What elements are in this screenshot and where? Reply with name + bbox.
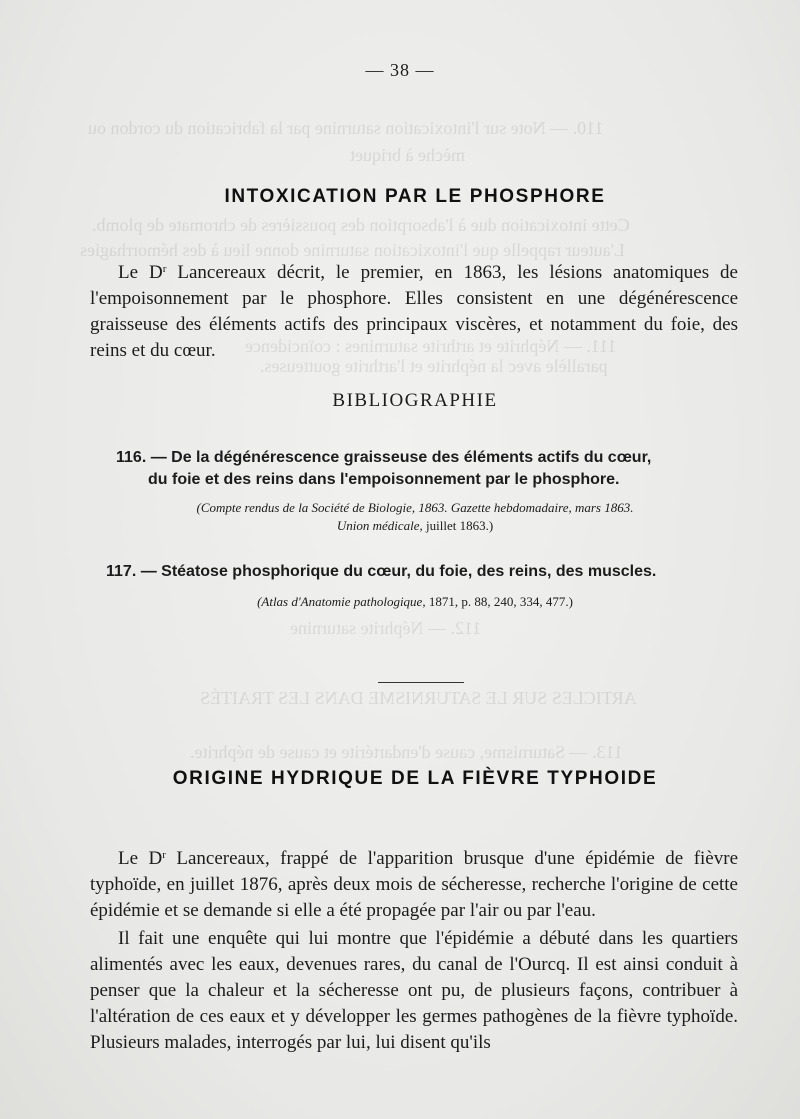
citation-116 xyxy=(90,499,740,535)
bibliography-entry-116 xyxy=(116,447,738,491)
citation-line: Union médicale, juillet 1863.) xyxy=(336,518,494,533)
divider-rule xyxy=(378,682,464,683)
citation-117: (Atlas d'Anatomie pathologique, 1871, p. 88, 240, 334, 477.) xyxy=(257,594,573,609)
section-heading-phosphore: INTOXICATION PAR LE PHOSPHORE xyxy=(224,186,606,207)
paragraph-typhoide xyxy=(90,846,738,1056)
bibliography-title: BIBLIOGRAPHIE xyxy=(332,390,498,411)
entry-title-line: 116. — De la dégénérescence graisseuse des éléments actifs du cœur, xyxy=(116,449,652,466)
paragraph-phosphore: Le $D^r$ Lancereaux décrit, le premier, en 1863, les lésions anatomiques de l'empoisonnement par le phosphore. Elles consistent en une dégénérescence graisseuse des éléments actifs des principaux viscères, et notamment du foie, des reins et du cœur. xyxy=(90,262,738,361)
bleed-through-line: 110. — Note sur l'intoxication saturnine par la fabrication du cordon ou xyxy=(88,118,604,138)
bleed-through-line: 111. — Néphrite et arthrite saturnines : coïncidence xyxy=(245,336,617,356)
bibliography-entry-117: 117. — Stéatose phosphorique du cœur, du foie, des reins, des muscles. xyxy=(106,563,657,580)
paragraph: Le $D^r$ Lancereaux, frappé de l'apparition brusque d'une épidémie de fièvre typhoïde, en juillet 1876, après deux mois de sécheresse, recherche l'origine de cette épidémie et se demande si elle a été propagée par l'air ou par l'eau. xyxy=(90,848,738,921)
superscript: r xyxy=(162,849,166,861)
bleed-through-line: ARTICLES SUR LE SATURNISME DANS LES TRAITÉS xyxy=(200,688,637,708)
bleed-through-line: L'auteur rappelle que l'intoxication saturnine donne lieu à des hémorrhagies xyxy=(80,240,625,260)
citation-line: (Compte rendus de la Société de Biologie, 1863. Gazette hebdomadaire, mars 1863. xyxy=(196,500,634,515)
bleed-through-line: Cette intoxication due à l'absorption des poussières de chromate de plomb. xyxy=(92,215,630,235)
paragraph: Il fait une enquête qui lui montre que l'épidémie a débuté dans les quartiers alimentés avec les eaux, devenues rares, du canal de l'Ourcq. Il est ainsi conduit à penser que la chaleur et la sécheresse ont pu, de plusieurs façons, contribuer à l'altération de ces eaux et y développer les germes pathogènes de la fièvre typhoïde. Plusieurs malades, interrogés par lui, lui disent qu'ils xyxy=(90,928,738,1053)
page-number: — 38 — xyxy=(365,60,435,80)
bleed-through-line: parallèle avec la néphrite et l'arthrite goutteuses. xyxy=(260,356,608,376)
section-heading-typhoide: ORIGINE HYDRIQUE DE LA FIÈVRE TYPHOIDE xyxy=(172,768,658,789)
bleed-through-line: mèche à briquet xyxy=(350,145,465,165)
bleed-through-line: 112. — Néphrite saturnine xyxy=(290,618,482,638)
superscript: r xyxy=(162,263,167,275)
bleed-through-line: 113. — Saturnisme, cause d'endartérite et cause de néphrite. xyxy=(190,742,623,762)
entry-title-line: du foie et des reins dans l'empoisonnement par le phosphore. xyxy=(148,471,620,488)
